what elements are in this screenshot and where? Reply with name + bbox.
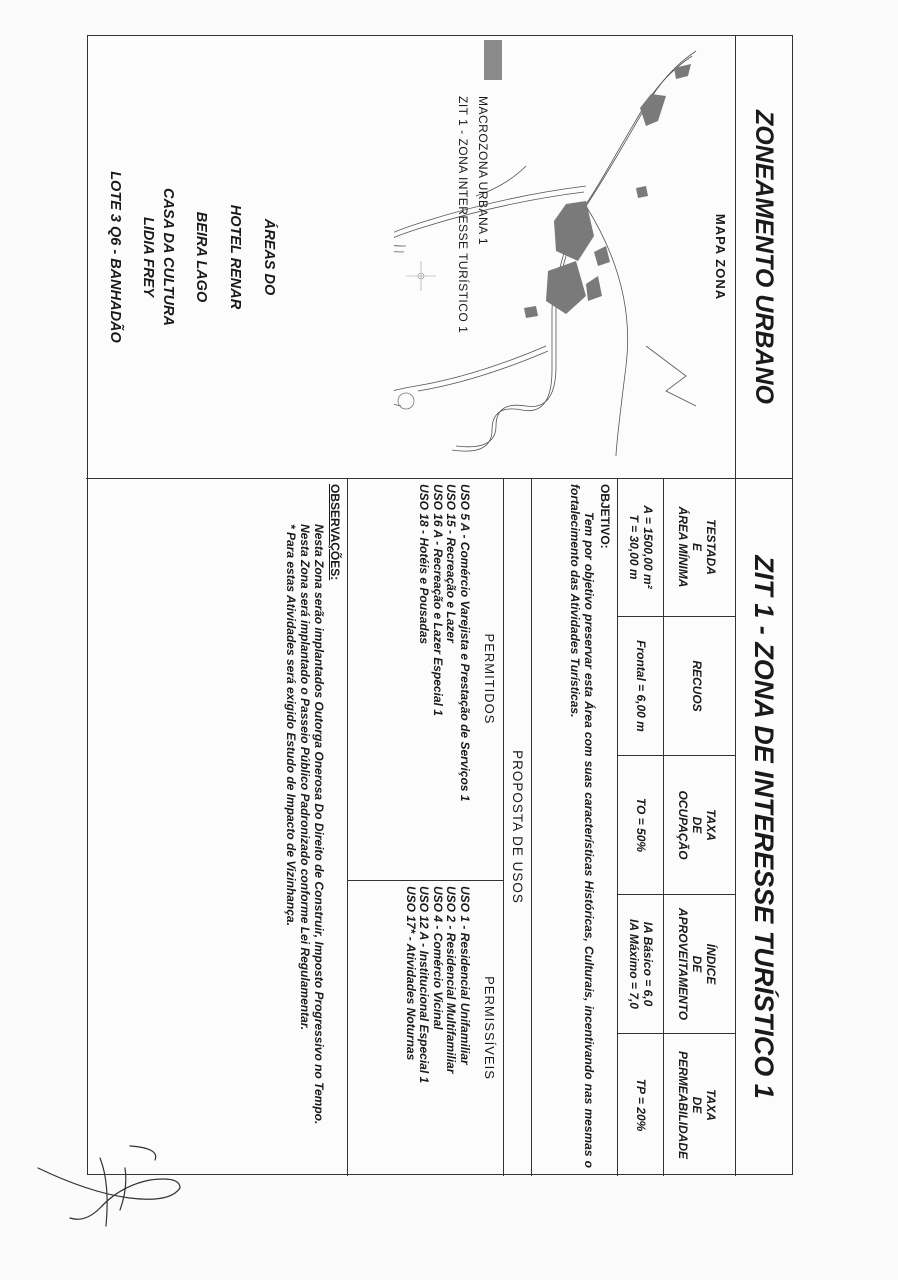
list-item: USO 5 A - Comércio Varejista e Prestação de Serviços 1	[458, 484, 472, 802]
param-taxa-ocupacao-value	[618, 756, 664, 894]
param-taxa-permeabilidade-header	[663, 1034, 730, 1176]
param-taxa-permeabilidade	[618, 1034, 736, 1176]
list-item: USO 1 - Residencial Unifamiliar	[458, 886, 472, 1065]
permissiveis-list	[404, 880, 472, 1176]
param-taxa-ocupacao-header	[663, 756, 730, 894]
param-taxa-ocupacao-v1: TO = 50%	[634, 797, 648, 853]
observacoes-section	[86, 478, 348, 1176]
param-taxa-permeabilidade-h2: DE	[690, 1096, 704, 1114]
param-testada-h2: E	[690, 542, 704, 551]
area-lote-banhadao: LOTE 3 Q6 - BANHADÃO	[107, 171, 123, 343]
param-indice-v2: IA Máximo = 7,0	[627, 919, 641, 1009]
list-item: USO 15 - Recreação e Lazer	[444, 484, 459, 643]
permissiveis-column	[348, 880, 504, 1176]
area-casa-da-cultura-line2: LIDIA FREY	[140, 216, 156, 298]
param-testada	[618, 478, 736, 617]
param-recuos-value	[618, 617, 664, 755]
param-recuos-header	[663, 617, 730, 755]
param-taxa-permeabilidade-h1: TAXA	[704, 1089, 718, 1121]
observacoes-p1: Nesta Zona serão implantados Outorga Onerosa Do Direito de Construir, Imposto Progressivo no Tempo.	[312, 524, 326, 1125]
observacoes-label: OBSERVAÇÕES:	[328, 484, 342, 581]
zoning-form	[87, 35, 793, 1175]
param-testada-header	[663, 478, 730, 616]
param-testada-h3: ÁREA MÍNIMA	[676, 506, 690, 588]
param-indice	[618, 895, 736, 1034]
legend-label-macrozona: MACROZONA URBANA 1	[476, 96, 490, 246]
param-indice-h2: DE	[690, 955, 704, 973]
objetivo-section	[531, 478, 618, 1176]
param-taxa-ocupacao-h2: DE	[690, 816, 704, 834]
param-testada-value	[618, 478, 664, 616]
param-indice-h3: APROVEITAMENTO	[676, 907, 690, 1021]
param-indice-h1: ÍNDICE	[704, 943, 718, 985]
page-title-left: ZONEAMENTO URBANO	[736, 36, 792, 479]
param-taxa-permeabilidade-h3: PERMEABILIDADE	[676, 1050, 690, 1159]
area-beira-lago: BEIRA LAGO	[193, 211, 209, 303]
param-taxa-ocupacao	[618, 756, 736, 895]
objetivo-text: Tem por objetivo preservar esta Área com suas características Históricas, Culturais, incentivando nas mesmas o fortalecimento das Atividades Turísticas.	[568, 484, 596, 1168]
list-item: USO 12 A - Institucional Especial 1	[417, 886, 432, 1084]
param-taxa-ocupacao-h3: OCUPAÇÃO	[676, 790, 690, 860]
param-taxa-ocupacao-h1: TAXA	[704, 809, 718, 841]
areas-heading: ÁREAS DO	[261, 218, 277, 296]
observacoes-text	[284, 484, 326, 1168]
list-item: USO 17* - Atividades Noturnas	[404, 886, 418, 1061]
permissiveis-heading: PERMISSÍVEIS	[482, 976, 497, 1080]
param-taxa-permeabilidade-value	[618, 1034, 664, 1176]
permitidos-heading: PERMITIDOS	[482, 633, 497, 725]
list-item: USO 16 A - Recreação e Lazer Especial 1	[431, 484, 445, 716]
list-item: USO 4 - Comércio Vicinal	[431, 886, 445, 1030]
parameters-table	[617, 478, 736, 1176]
map-title: MAPA ZONA	[713, 213, 728, 301]
permitidos-column	[348, 478, 504, 881]
zone-details	[86, 478, 736, 1176]
param-indice-value	[618, 895, 664, 1033]
page-title-right: ZIT 1 - ZONA DE INTERESSE TURÍSTICO 1	[749, 555, 779, 1099]
zone-map	[394, 46, 706, 466]
param-indice-header	[663, 895, 730, 1033]
observacoes-p3: * Para estas Atividades será exigido Estudo de Impacto de Vizinhança.	[284, 524, 298, 926]
title-row	[735, 36, 792, 1176]
legend-label-zit: ZIT 1 - ZONA INTERESSE TURÍSTICO 1	[456, 96, 470, 334]
param-recuos	[618, 617, 736, 756]
param-testada-v2: T = 30,00 m	[627, 514, 641, 580]
map-column	[86, 36, 736, 479]
handwritten-signature	[30, 1138, 200, 1230]
list-item: USO 2 - Residencial Multifamiliar	[444, 886, 459, 1074]
list-item: USO 18 - Hotéis e Pousadas	[417, 484, 432, 645]
param-testada-h1: TESTADA	[704, 519, 718, 575]
permitidos-list	[417, 478, 471, 880]
param-recuos-h1: RECUOS	[690, 660, 704, 712]
objetivo-label: OBJETIVO:	[598, 484, 612, 549]
area-casa-da-cultura	[132, 36, 184, 478]
proposta-de-usos-heading: PROPOSTA DE USOS	[503, 478, 532, 1176]
param-testada-v1: A = 1500,00 m²	[641, 505, 655, 589]
observacoes-p2: Nesta Zona será implantado o Passeio Público Padronizado conforme Lei Regulamentar.	[298, 524, 312, 1031]
legend-swatch	[484, 40, 502, 80]
param-taxa-permeabilidade-v1: TP = 20%	[634, 1078, 648, 1132]
param-indice-v1: IA Básico = 6,0	[641, 921, 655, 1007]
area-hotel-renar: HOTEL RENAR	[227, 204, 243, 310]
usos-table	[347, 478, 504, 1176]
areas-list	[98, 36, 286, 478]
param-recuos-v1: Frontal = 6,00 m	[634, 640, 648, 732]
area-casa-da-cultura-line1: CASA DA CULTURA	[160, 187, 176, 326]
